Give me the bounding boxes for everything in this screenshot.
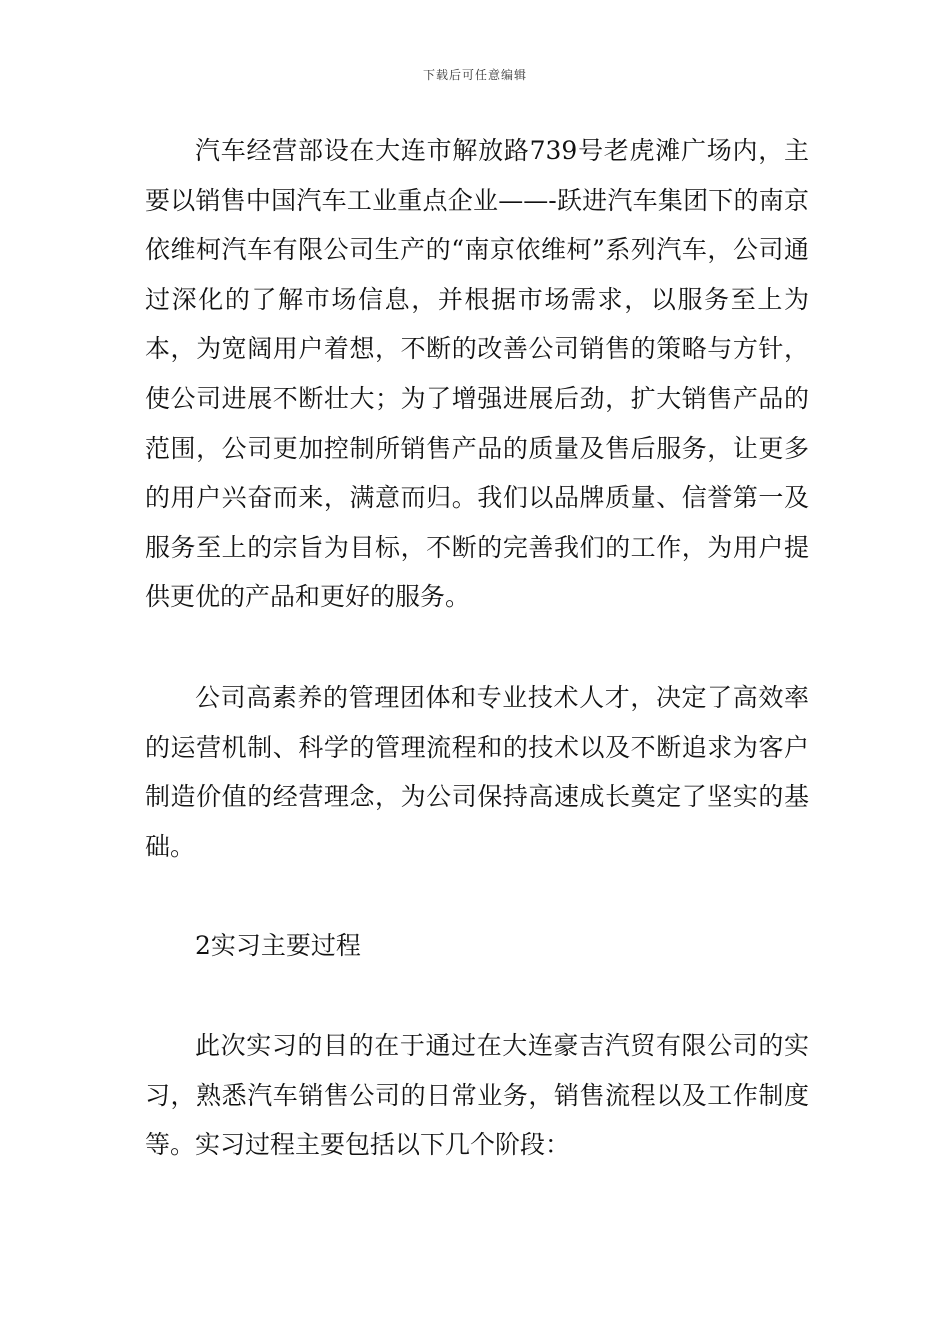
body-paragraph-internship-purpose: 此次实习的目的在于通过在大连豪吉汽贸有限公司的实习，熟悉汽车销售公司的日常业务，销售流程以及工作制度等。实习过程主要包括以下几个阶段：	[145, 1031, 809, 1160]
body-paragraph-company-intro: 汽车经营部设在大连市解放路739号老虎滩广场内，主要以销售中国汽车工业重点企业——-跃进汽车集团下的南京依维柯汽车有限公司生产的“南京依维柯”系列汽车，公司通过深化的了解市场信息，并根据市场需求，以服务至上为本，为宽阔用户着想，不断的改善公司销售的策略与方针，使公司进展不断壮大；为了增强进展后劲，扩大销售产品的范围，公司更加控制所销售产品的质量及售后服务，让更多的用户兴奋而来，满意而归。我们以品牌质量、信誉第一及服务至上的宗旨为目标，不断的完善我们的工作，为用户提供更优的产品和更好的服务。	[145, 136, 809, 612]
section-heading: 2实习主要过程	[195, 931, 361, 960]
header-note: 下载后可任意编辑	[422, 68, 527, 82]
body-paragraph-management: 公司高素养的管理团体和专业技术人才，决定了高效率的运营机制、科学的管理流程和的技术以及不断追求为客户制造价值的经营理念，为公司保持高速成长奠定了坚实的基础。	[145, 683, 809, 861]
